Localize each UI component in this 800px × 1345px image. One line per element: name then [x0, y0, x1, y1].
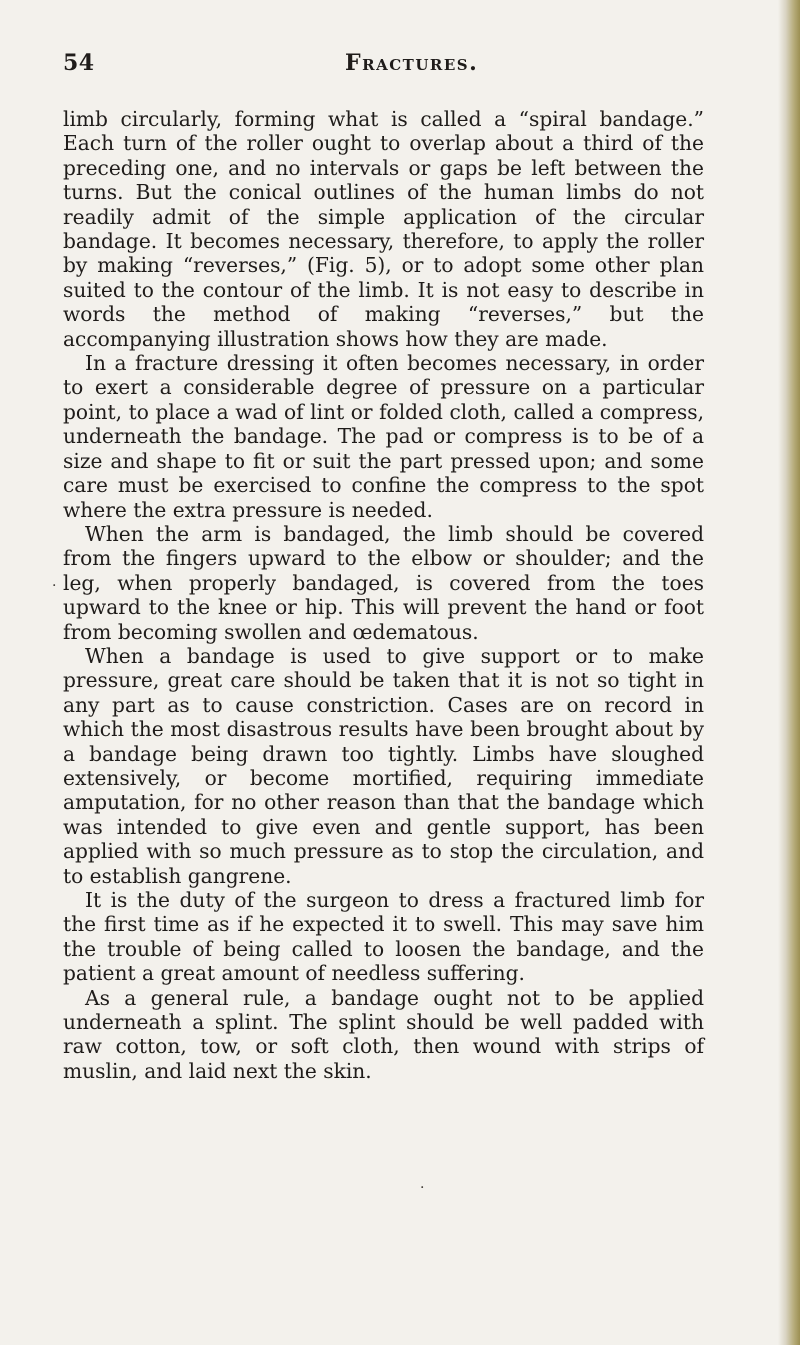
page-number: 54	[63, 50, 95, 76]
body-text	[63, 107, 704, 1083]
running-head: Fractures.	[345, 50, 479, 76]
bottom-speck: ·	[420, 1180, 425, 1196]
paragraph-surgeon-duty: It is the duty of the surgeon to dress a fractured limb for the first time as if he expected it to swell. This may save him the trouble of being called to loosen the bandage, and the patient a great amount of needless suffering.	[63, 888, 704, 986]
paragraph-constriction-warning: When a bandage is used to give support or to make pressure, great care should be taken that it is not so tight in any part as to cause constriction. Cases are on record in which the most disastrous results have been brought about by a bandage being drawn too tightly. Limbs have sloughed extensively, or become mortified, requiring immediate amputation, for no other reason than that the bandage which was intended to give even and gentle support, has been applied with so much pressure as to stop the circulation, and to establish gangrene.	[63, 643, 704, 888]
paragraph-arm-leg-bandaging: When the arm is bandaged, the limb should be covered from the fingers upward to the elbow or shoulder; and the leg, when properly bandaged, is covered from the toes upward to the knee or hip. This will prevent the hand or foot from becoming swollen and œdematous.	[63, 521, 704, 644]
paragraph-spiral-bandage: limb circularly, forming what is called a “spiral bandage.” Each turn of the roller ought to overlap about a third of the preceding one, and no intervals or gaps be left between the turns. But the conical outlines of the human limbs do not readily admit of the simple application of the circular bandage. It becomes necessary, therefore, to apply the roller by making “reverses,” (Fig. 5), or to adopt some other plan suited to the contour of the limb. It is not easy to describe in words the method of making “reverses,” but the accompanying illustration shows how they are made.	[63, 107, 704, 351]
paragraph-splint-rule: As a general rule, a bandage ought not to be applied underneath a splint. The splint should be well padded with raw cotton, tow, or soft cloth, then wound with strips of muslin, and laid next the skin.	[63, 985, 704, 1083]
page-header	[63, 50, 703, 90]
page-binding-edge	[778, 0, 800, 1345]
margin-speck: ·	[52, 578, 57, 594]
paragraph-compress: In a fracture dressing it often becomes necessary, in order to exert a considerable degree of pressure on a particular point, to place a wad of lint or folded cloth, called a compress, underneath the bandage. The pad or compress is to be of a size and shape to fit or suit the part pressed upon; and some care must be exercised to confine the compress to the spot where the extra pressure is needed.	[63, 351, 704, 522]
